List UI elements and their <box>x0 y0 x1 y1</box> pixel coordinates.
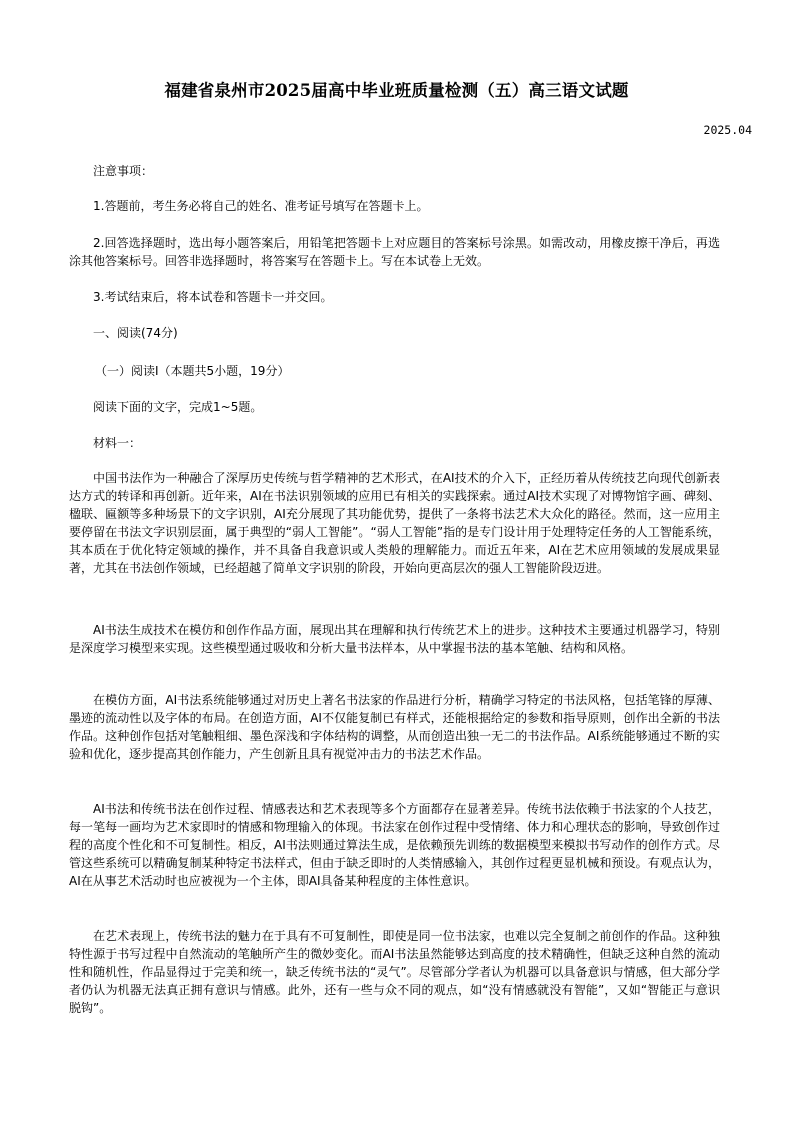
material-label: 材料一： <box>93 436 142 450</box>
part-heading: 一、阅读(74分) <box>93 326 178 340</box>
paragraph-5: 在艺术表现上，传统书法的魅力在于具有不可复制性，即使是同一位书法家，也难以完全复制之前创作的作品。这种独特性源于书写过程中自然流动的笔触所产生的微妙变化。而AI书法虽然能够达到高度的技术精确性，但缺乏这种自然的流动性和随机性，作品显得过于完美和统一，缺乏传统书法的“灵气”。尽管部分学者认为机器可以具备意识与情感，但大部分学者仍认为机器无法真正拥有意识与情感。此外，还有一些与众不同的观点，如“没有情感就没有智能”，又如“智能正与意识脱钩”。 <box>69 929 720 1015</box>
page-title: 福建省泉州市2025届高中毕业班质量检测（五）高三语文试题 <box>164 81 629 100</box>
paragraph-4: AI书法和传统书法在创作过程、情感表达和艺术表现等多个方面都存在显著差异。传统书法依赖于书法家的个人技艺，每一笔每一画均为艺术家即时的情感和物理输入的体现。书法家在创作过程中受情绪、体力和心理状态的影响，导致创作过程的高度个性化和不可复制性。相反，AI书法则通过算法生成，是依赖预先训练的数据模型来模拟书写动作的创作方式。尽管这些系统可以精确复制某种特定书法样式，但由于缺乏即时的人类情感输入，其创作过程更显机械和预设。有观点认为，AI在从事艺术活动时也应被视为一个主体，即AI具备某种程度的主体性意识。 <box>69 802 720 888</box>
exam-date: 2025.04 <box>703 123 752 137</box>
notice-item-1: 1.答题前，考生务必将自己的姓名、准考证号填写在答题卡上。 <box>93 199 429 213</box>
sub-heading: （一）阅读Ⅰ（本题共5小题，19分） <box>95 364 290 378</box>
notice-item-3: 3.考试结束后，将本试卷和答题卡一并交回。 <box>93 290 333 304</box>
notice-heading: 注意事项： <box>93 164 154 178</box>
paragraph-2: AI书法生成技术在模仿和创作作品方面，展现出其在理解和执行传统艺术上的进步。这种技术主要通过机器学习，特别是深度学习模型来实现。这些模型通过吸收和分析大量书法样本，从中掌握书法的基本笔触、结构和风格。 <box>69 623 720 655</box>
paragraph-3: 在模仿方面，AI书法系统能够通过对历史上著名书法家的作品进行分析，精确学习特定的书法风格，包括笔锋的厚薄、墨迹的流动性以及字体的布局。在创造方面，AI不仅能复制已有样式，还能根据给定的参数和指导原则，创作出全新的书法作品。这种创作包括对笔触粗细、墨色深浅和字体结构的调整，从而创造出独一无二的书法作品。AI系统能够通过不断的实验和优化，逐步提高其创作能力，产生创新且具有视觉冲击力的书法艺术作品。 <box>69 693 720 761</box>
paragraph-1: 中国书法作为一种融合了深厚历史传统与哲学精神的艺术形式，在AI技术的介入下，正经历着从传统技艺向现代创新表达方式的转译和再创新。近年来，AI在书法识别领域的应用已有相关的实践探索。通过AI技术实现了对博物馆字画、碑刻、楹联、匾额等多种场景下的文字识别，AI充分展现了其功能优势，提供了一条将书法艺术大众化的路径。然而，这一应用主要停留在书法文字识别层面，属于典型的“弱人工智能”。“弱人工智能”指的是专门设计用于处理特定任务的人工智能系统，其本质在于优化特定领域的操作，并不具备自我意识或人类般的理解能力。而近五年来，AI在艺术应用领域的发展成果显著，尤其在书法创作领域，已经超越了简单文字识别的阶段，开始向更高层次的强人工智能阶段迈进。 <box>69 471 720 575</box>
notice-item-2: 2.回答选择题时，选出每小题答案后，用铅笔把答题卡上对应题目的答案标号涂黑。如需改动，用橡皮擦干净后，再选涂其他答案标号。回答非选择题时，将答案写在答题卡上。写在本试卷上无效。 <box>69 236 720 268</box>
instruction-text: 阅读下面的文字，完成1~5题。 <box>93 400 263 414</box>
